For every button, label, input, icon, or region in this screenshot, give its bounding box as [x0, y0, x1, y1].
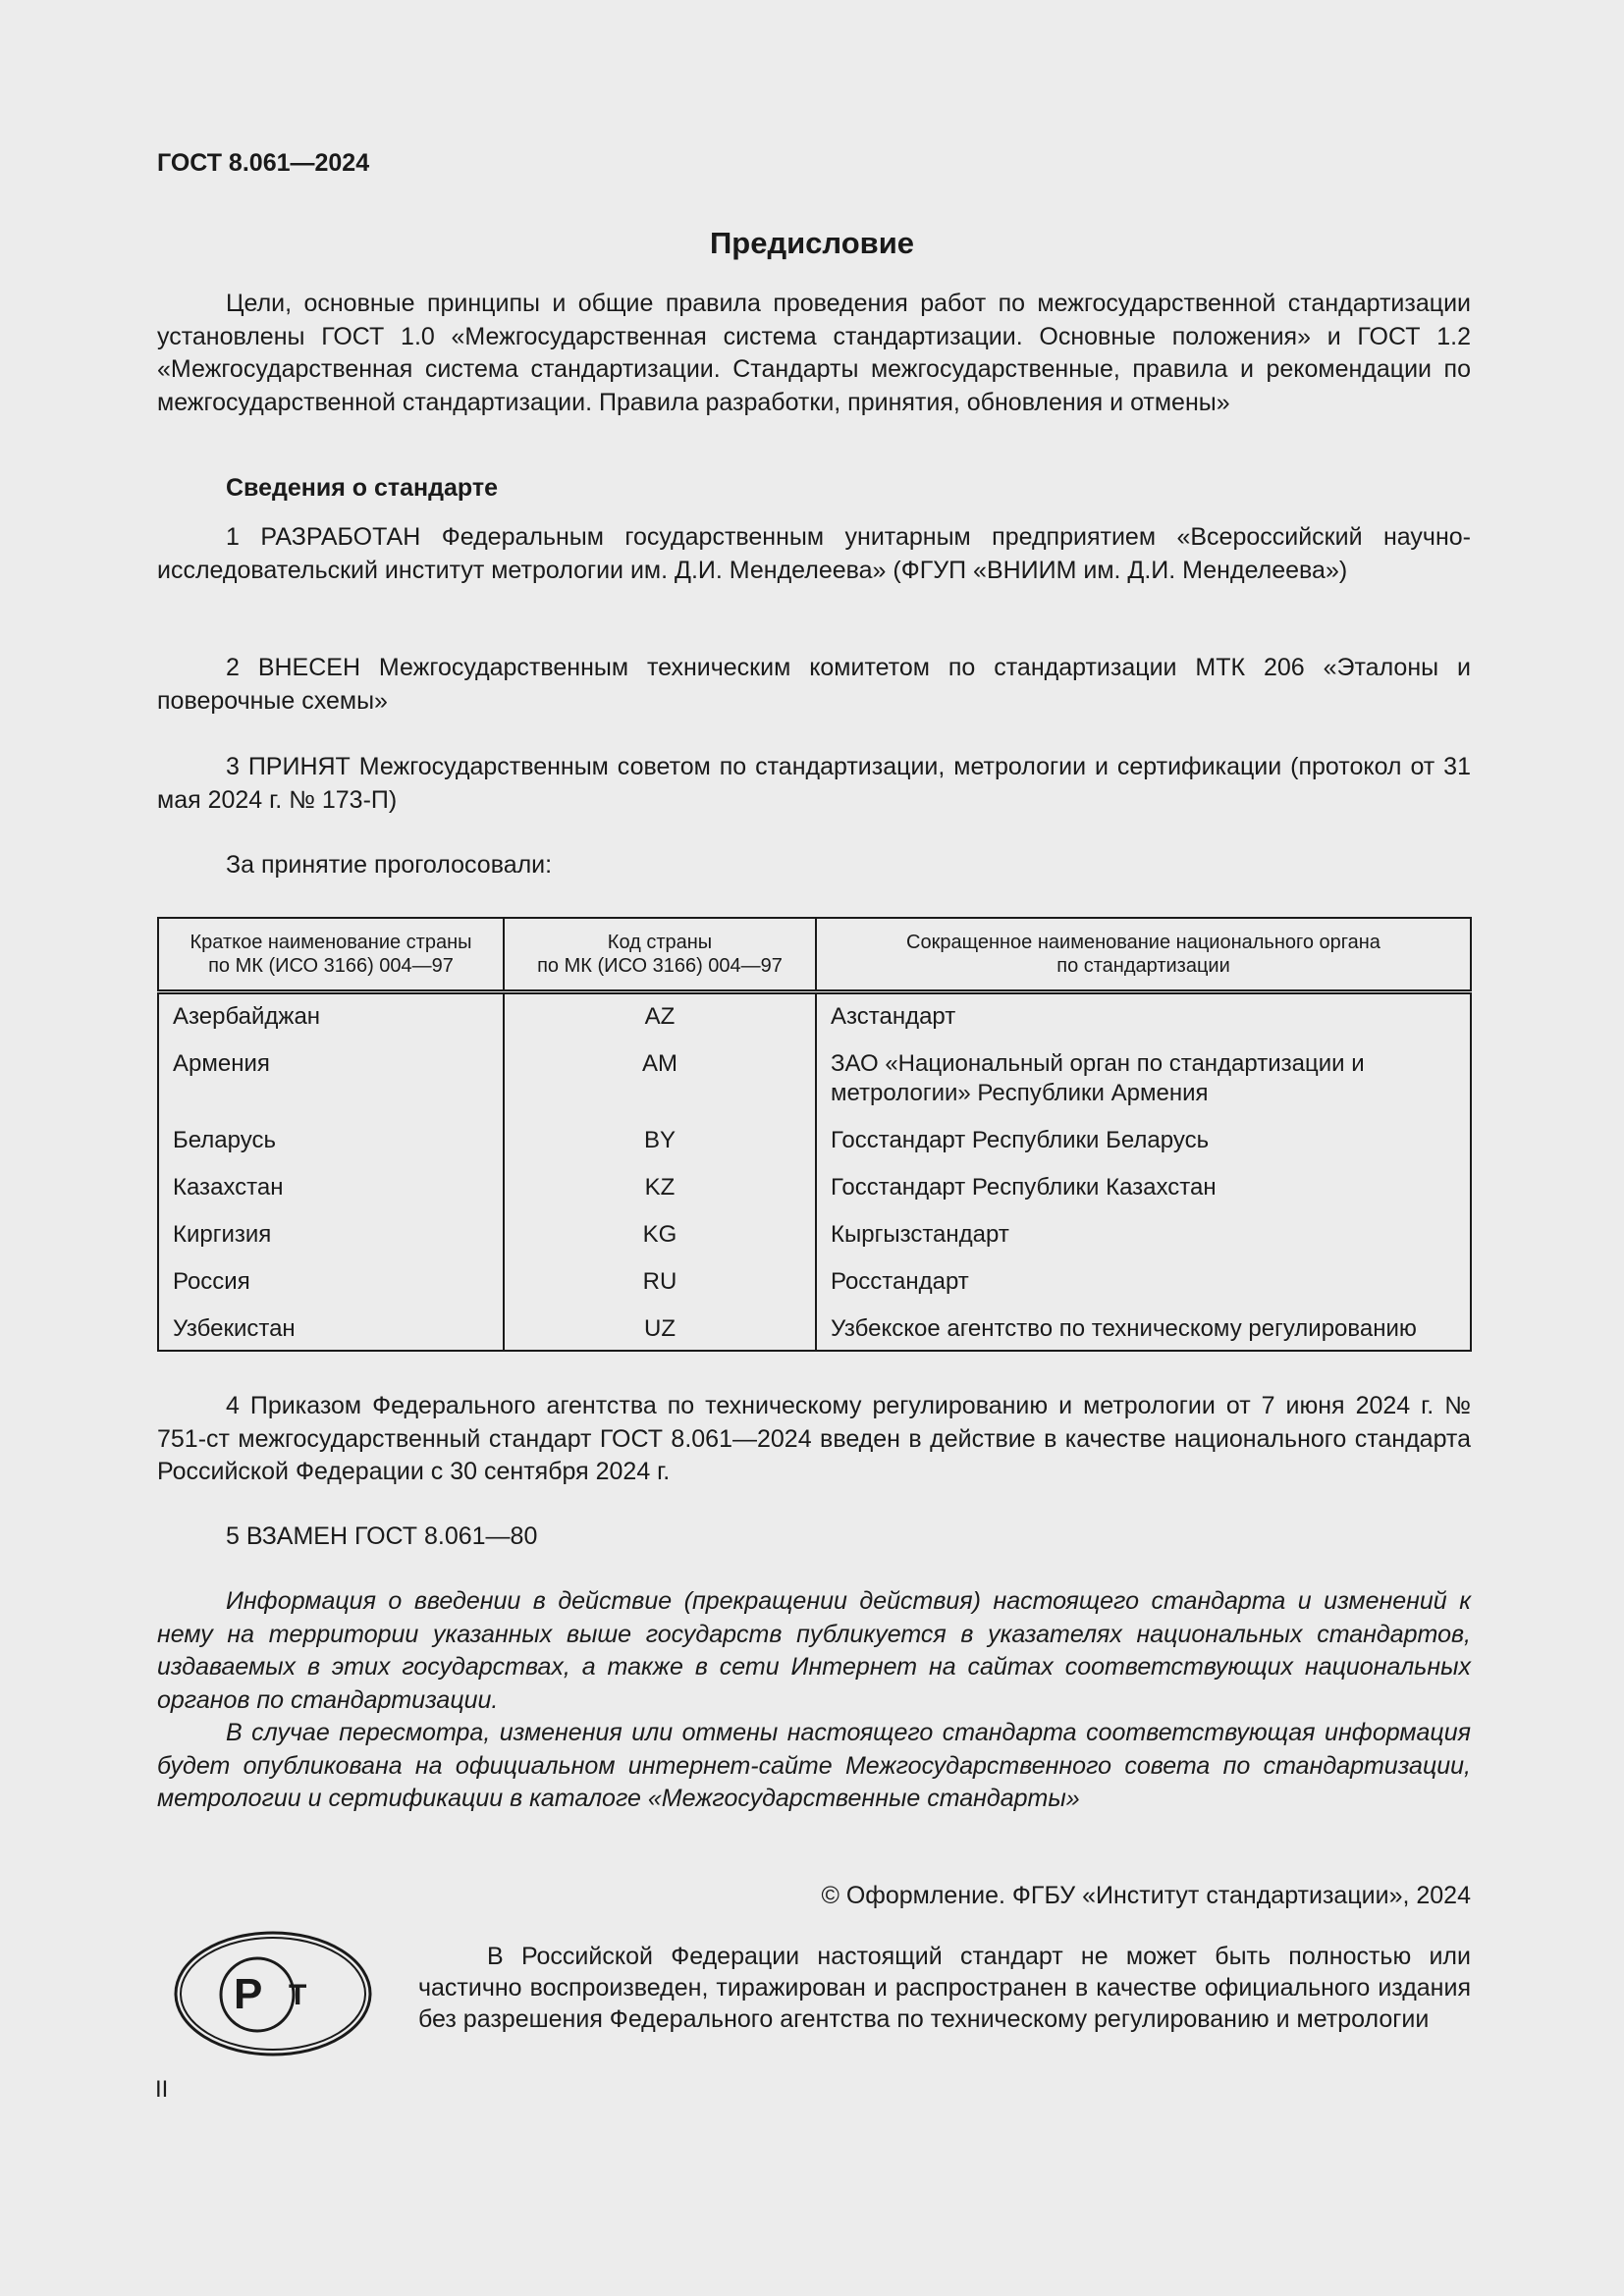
item-4-text: 4 Приказом Федерального агентства по техническому регулированию и метрологии от 7 июня 2024 г. № 751-ст межгосударственный стандарт ГОСТ 8.061—2024 введен в действие в качестве национального стандарта Российской Федерации с 30 сентября 2024 г. — [157, 1392, 1471, 1485]
code-cell: AZ — [504, 992, 816, 1047]
intro-paragraph — [157, 288, 1471, 419]
rst-logo-icon — [173, 1930, 373, 2057]
info-paragraph-1 — [157, 1585, 1471, 1717]
info-text-1: Информация о введении в действие (прекращении действия) настоящего стандарта и изменений к нему на территории указанных выше государств публикуется в указателях национальных стандартов, издаваемых в этих государствах, а также в сети Интернет на сайтах соответствующих национальных органов по стандартизации. — [157, 1587, 1471, 1714]
country-cell: Армения — [158, 1046, 504, 1123]
header-national-body: Сокращенное наименование национального органа по стандартизации — [816, 918, 1471, 992]
header-country-code: Код страны по МК (ИСО 3166) 004—97 — [504, 918, 816, 992]
standard-code: ГОСТ 8.061—2024 — [157, 149, 370, 177]
page-title: Предисловие — [709, 226, 914, 260]
item-3-text: 3 ПРИНЯТ Межгосударственным советом по стандартизации, метрологии и сертификации (протокол от 31 мая 2024 г. № 173-П) — [157, 753, 1471, 814]
info-paragraph-2 — [157, 1717, 1471, 1816]
code-cell: UZ — [504, 1311, 816, 1351]
country-cell: Россия — [158, 1264, 504, 1311]
page-number: II — [155, 2076, 169, 2103]
voted-line — [157, 849, 1471, 882]
country-cell: Киргизия — [158, 1217, 504, 1264]
item-2-text: 2 ВНЕСЕН Межгосударственным техническим комитетом по стандартизации МТК 206 «Эталоны и поверочные схемы» — [157, 654, 1471, 715]
item-4 — [157, 1390, 1471, 1489]
table-row — [158, 1046, 1471, 1123]
code-cell: KZ — [504, 1170, 816, 1217]
table-row — [158, 1123, 1471, 1170]
body-cell: Азстандарт — [816, 992, 1471, 1047]
body-cell: Узбекское агентство по техническому регулированию — [816, 1311, 1471, 1351]
reproduction-notice — [418, 1941, 1471, 2035]
body-cell: Госстандарт Республики Беларусь — [816, 1123, 1471, 1170]
code-cell: AM — [504, 1046, 816, 1123]
country-cell: Узбекистан — [158, 1311, 504, 1351]
country-cell: Казахстан — [158, 1170, 504, 1217]
country-cell: Беларусь — [158, 1123, 504, 1170]
logo-letter-p: Р — [234, 1970, 263, 2018]
code-cell: RU — [504, 1264, 816, 1311]
item-5 — [157, 1521, 1471, 1554]
code-cell: BY — [504, 1123, 816, 1170]
item-1 — [157, 521, 1471, 587]
table-row — [158, 992, 1471, 1047]
item-2 — [157, 652, 1471, 718]
section-subheading: Сведения о стандарте — [226, 474, 499, 502]
table-row — [158, 1170, 1471, 1217]
body-cell: Росстандарт — [816, 1264, 1471, 1311]
code-cell: KG — [504, 1217, 816, 1264]
body-cell: Госстандарт Республики Казахстан — [816, 1170, 1471, 1217]
voting-table — [157, 917, 1472, 1352]
table-row — [158, 1217, 1471, 1264]
logo-letter-t: Т — [289, 1979, 307, 2011]
intro-text: Цели, основные принципы и общие правила проведения работ по межгосударственной стандартизации установлены ГОСТ 1.0 «Межгосударственная система стандартизации. Основные положения» и ГОСТ 1.2 «Межгосударственная система стандартизации. Стандарты межгосударственные, правила и рекомендации по межгосударственной стандартизации. Правила разработки, принятия, обновления и отмены» — [157, 290, 1471, 416]
table-row — [158, 1311, 1471, 1351]
notice-text: В Российской Федерации настоящий стандарт не может быть полностью или частично воспроизведен, тиражирован и распространен в качестве официального издания без разрешения Федерального агентства по техническому регулированию и метрологии — [418, 1943, 1471, 2033]
item-5-text: 5 ВЗАМЕН ГОСТ 8.061—80 — [226, 1522, 538, 1550]
body-cell: Кыргызстандарт — [816, 1217, 1471, 1264]
item-1-text: 1 РАЗРАБОТАН Федеральным государственным унитарным предприятием «Всероссийский научно-исследовательский институт метрологии им. Д.И. Менделеева» (ФГУП «ВНИИМ им. Д.И. Менделеева») — [157, 523, 1471, 584]
country-cell: Азербайджан — [158, 992, 504, 1047]
header-country-name: Краткое наименование страны по МК (ИСО 3166) 004—97 — [158, 918, 504, 992]
voted-text: За принятие проголосовали: — [226, 851, 553, 879]
table-row — [158, 1264, 1471, 1311]
item-3 — [157, 751, 1471, 817]
info-text-2: В случае пересмотра, изменения или отмены настоящего стандарта соответствующая информация будет опубликована на официальном интернет-сайте Межгосударственного совета по стандартизации, метрологии и сертификации в каталоге «Межгосударственные стандарты» — [157, 1719, 1471, 1812]
copyright-line: © Оформление. ФГБУ «Институт стандартизации», 2024 — [821, 1882, 1471, 1909]
body-cell: ЗАО «Национальный орган по стандартизации и метрологии» Республики Армения — [816, 1046, 1471, 1123]
table-header-row — [158, 918, 1471, 992]
